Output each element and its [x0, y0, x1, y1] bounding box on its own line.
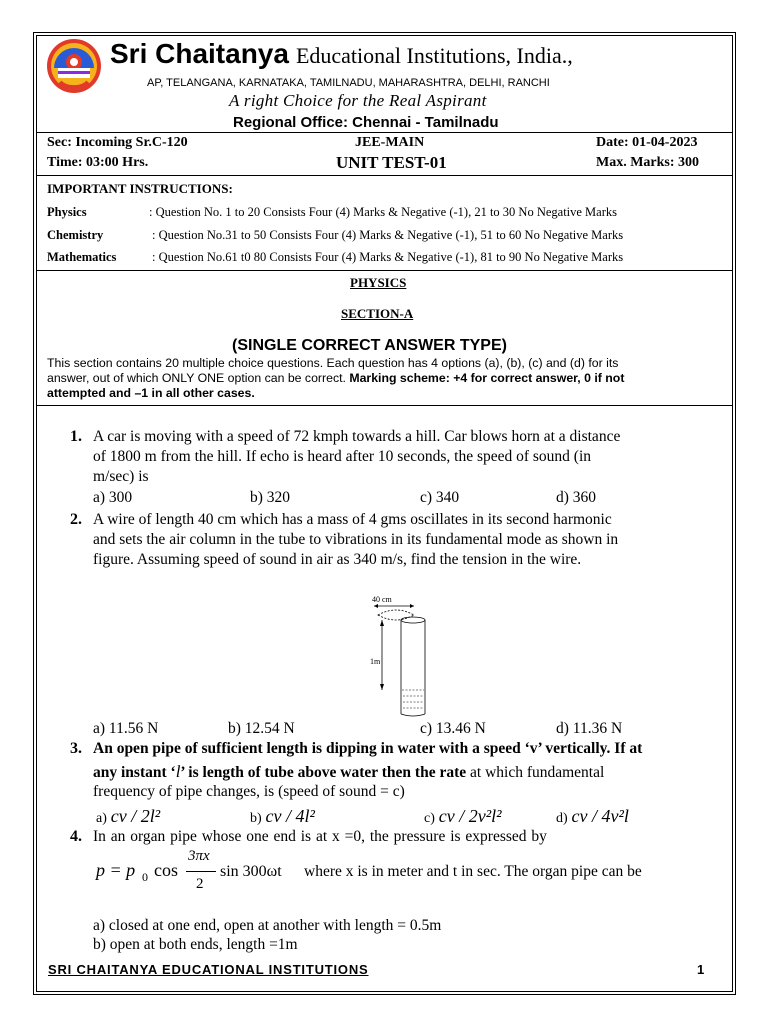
- divider: [36, 405, 733, 406]
- option-letter: c): [424, 811, 435, 826]
- fraction-bar: [186, 871, 216, 872]
- pressure-formula: [96, 848, 716, 900]
- option-d[interactable]: d) 360: [556, 489, 597, 506]
- question-text: figure. Assuming speed of sound in air as 340 m/s, find the tension in the wire.: [93, 551, 582, 568]
- question-number: 1.: [70, 428, 82, 445]
- formula-cos: cos: [154, 860, 178, 880]
- question-text: m/sec) is: [93, 468, 149, 485]
- marking-scheme: Marking scheme: +4 for correct answer, 0 if not: [349, 371, 625, 385]
- pipe-figure: [360, 590, 450, 720]
- section-code: Sec: Incoming Sr.C-120: [47, 135, 188, 150]
- option-d[interactable]: d) 11.36 N: [556, 720, 623, 737]
- subject-heading: PHYSICS: [350, 275, 407, 290]
- question-text: A wire of length 40 cm which has a mass of 4 gms oscillates in its second harmonic: [93, 511, 612, 528]
- formula-denominator: 2: [196, 876, 204, 892]
- option-a[interactable]: a) closed at one end, open at another with length = 0.5m: [93, 917, 442, 934]
- section-description-1: This section contains 20 multiple choice questions. Each question has 4 options (a), (b), (c) and (d) for its: [47, 356, 619, 370]
- option-b[interactable]: b) 12.54 N: [228, 720, 295, 737]
- formula-lhs: p = p: [96, 860, 136, 880]
- question-text: and sets the air column in the tube to vibrations in its fundamental mode as shown in: [93, 531, 619, 548]
- instructions-title: IMPORTANT INSTRUCTIONS:: [47, 181, 233, 196]
- divider: [36, 270, 733, 271]
- question-number: 2.: [70, 511, 82, 528]
- sri-chaitanya-logo: [46, 38, 102, 94]
- text-part: any instant ‘: [93, 764, 176, 781]
- test-title: UNIT TEST-01: [336, 153, 447, 172]
- question-text: A car is moving with a speed of 72 kmph towards a hill. Car blows horn at a distance: [93, 428, 621, 445]
- option-letter: d): [556, 811, 568, 826]
- figure-label-height: 1m: [370, 657, 381, 666]
- instruction-text-mathematics: : Question No.61 t0 80 Consists Four (4) Marks & Negative (-1), 81 to 90 No Negative Marks: [152, 250, 624, 264]
- footer-institution: SRI CHAITANYA EDUCATIONAL INSTITUTIONS: [48, 962, 369, 977]
- option-d[interactable]: [556, 806, 629, 827]
- question-text: frequency of pipe changes, is (speed of sound = c): [93, 783, 405, 800]
- tagline: A right Choice for the Real Aspirant: [229, 91, 487, 110]
- question-number: 3.: [70, 740, 82, 757]
- max-marks: Max. Marks: 300: [596, 155, 700, 170]
- option-letter: b): [250, 811, 262, 826]
- option-expression: cv / 4v²l: [571, 806, 629, 826]
- instruction-subject-physics: Physics: [47, 205, 87, 219]
- option-a[interactable]: [96, 806, 160, 827]
- option-c[interactable]: c) 13.46 N: [420, 720, 486, 737]
- option-letter: a): [96, 811, 107, 826]
- question-text: [93, 762, 604, 782]
- instruction-text-chemistry: : Question No.31 to 50 Consists Four (4) Marks & Negative (-1), 51 to 60 No Negative Marks: [152, 228, 624, 242]
- option-expression: cv / 2v²l²: [438, 806, 502, 826]
- section-heading: SECTION-A: [341, 306, 414, 321]
- question-number: 4.: [70, 828, 82, 845]
- option-expression: cv / 2l²: [110, 806, 161, 826]
- option-b[interactable]: b) open at both ends, length =1m: [93, 936, 298, 953]
- option-c[interactable]: c) 340: [420, 489, 460, 506]
- option-c[interactable]: [424, 806, 502, 827]
- option-a[interactable]: a) 300: [93, 489, 133, 506]
- question-text: An open pipe of sufficient length is dipping in water with a speed ‘v’ vertically. If at: [93, 740, 643, 757]
- brand-rest: Educational Institutions, India.,: [295, 43, 573, 68]
- option-b[interactable]: b) 320: [250, 489, 291, 506]
- desc-part: answer, out of which ONLY ONE option can be correct.: [47, 371, 346, 385]
- formula-numerator: 3πx: [188, 848, 210, 864]
- formula-tail: where x is in meter and t in sec. The organ pipe can be: [304, 863, 642, 880]
- option-b[interactable]: [250, 806, 315, 827]
- instruction-text-physics: : Question No. 1 to 20 Consists Four (4) Marks & Negative (-1), 21 to 30 No Negative Marks: [149, 205, 617, 219]
- institution-name: [110, 38, 573, 71]
- figure-label-length: 40 cm: [372, 595, 392, 604]
- instruction-subject-chemistry: Chemistry: [47, 228, 104, 242]
- section-description-2: [47, 371, 624, 385]
- length-symbol: l: [175, 762, 181, 781]
- question-text: In an organ pipe whose one end is at x =0, the pressure is expressed by: [93, 828, 547, 845]
- answer-type-heading: (SINGLE CORRECT ANSWER TYPE): [232, 337, 507, 354]
- exam-time: Time: 03:00 Hrs.: [47, 155, 149, 170]
- text-part: ’ is length of tube above water then the rate: [180, 764, 467, 781]
- option-a[interactable]: a) 11.56 N: [93, 720, 159, 737]
- formula-rest: sin 300ωt: [220, 863, 282, 880]
- divider: [36, 175, 733, 176]
- text-part: at which fundamental: [470, 764, 605, 781]
- regional-office: Regional Office: Chennai - Tamilnadu: [233, 114, 499, 131]
- section-description-3: attempted and –1 in all other cases.: [47, 386, 255, 400]
- formula-subscript: 0: [142, 870, 148, 884]
- question-text: of 1800 m from the hill. If echo is heard after 10 seconds, the speed of sound (in: [93, 448, 592, 465]
- states-list: AP, TELANGANA, KARNATAKA, TAMILNADU, MAHARASHTRA, DELHI, RANCHI: [147, 77, 550, 89]
- exam-date: Date: 01-04-2023: [596, 135, 698, 150]
- brand-name: Sri Chaitanya: [110, 38, 289, 69]
- divider: [36, 132, 733, 133]
- page-number: 1: [697, 962, 705, 977]
- instruction-subject-mathematics: Mathematics: [47, 250, 117, 264]
- option-expression: cv / 4l²: [265, 806, 315, 826]
- exam-name: JEE-MAIN: [355, 135, 425, 150]
